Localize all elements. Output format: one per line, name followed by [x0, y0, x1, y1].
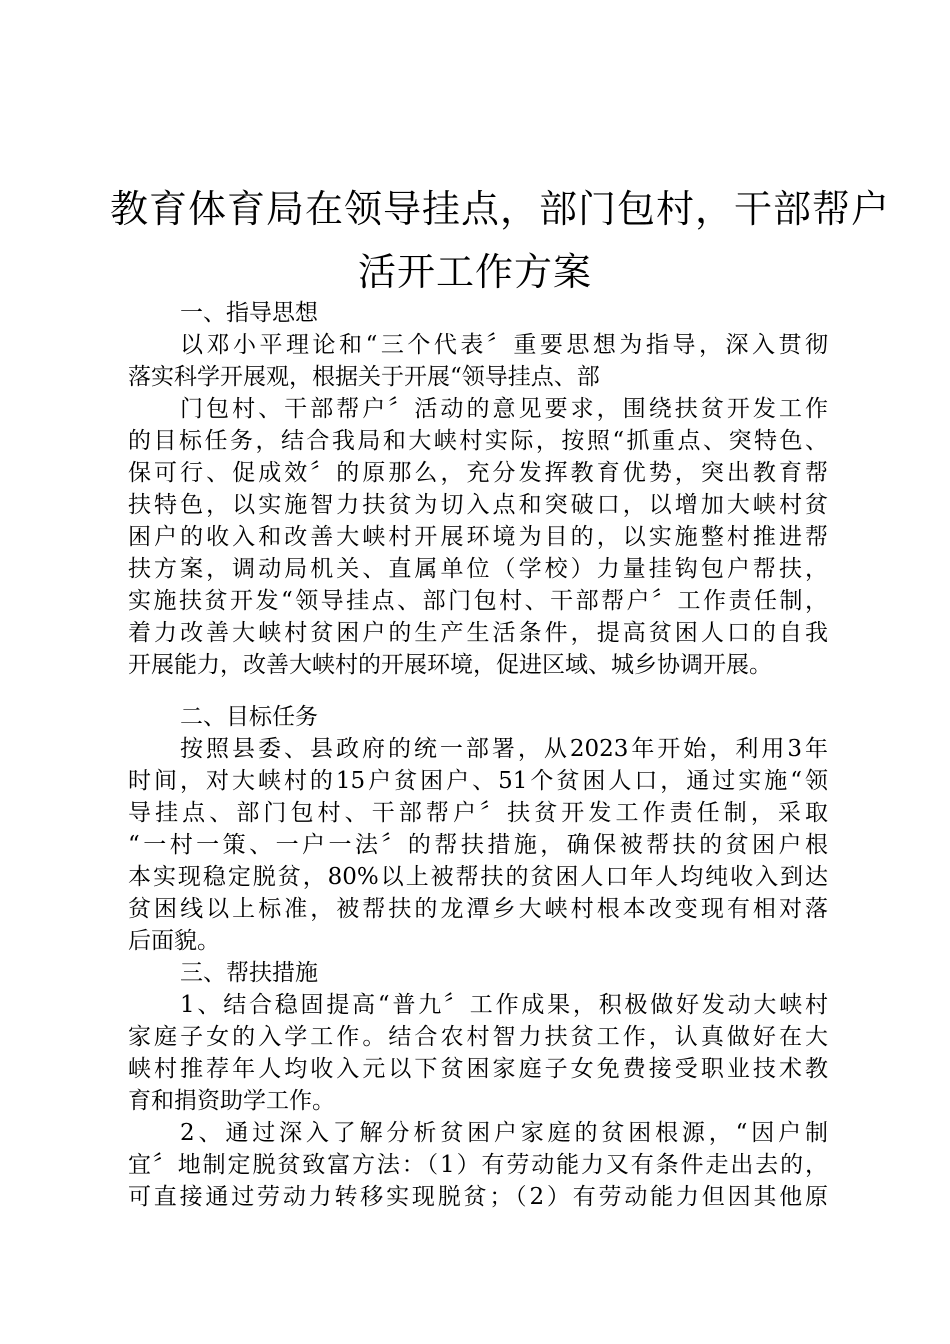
paragraph-line: 落实科学开展观，根据关于开展“领导挂点、部	[128, 364, 600, 390]
paragraph-line: 峡村推荐年人均收入元以下贫困家庭子女免费接受职业技术教	[128, 1056, 828, 1082]
paragraph-line: 以邓小平理论和“三个代表〞重要思想为指导，深入贯彻	[180, 332, 828, 358]
paragraph-line: 本实现稳定脱贫，80%以上被帮扶的贫困人口年人均纯收入到达	[128, 864, 828, 890]
document-title-line-1: 教育体育局在领导挂点，部门包村，干部帮户	[110, 187, 891, 231]
paragraph-line: 宜〞地制定脱贫致富方法：（1）有劳动能力又有条件走出去的，	[128, 1152, 828, 1178]
paragraph-line: 着力改善大峡村贫困户的生产生活条件，提高贫困人口的自我	[128, 620, 828, 646]
paragraph-line: 家庭子女的入学工作。结合农村智力扶贫工作，认真做好在大	[128, 1024, 828, 1050]
paragraph-line: 后面貌。	[128, 928, 220, 954]
paragraph-line: 贫困线以上标准，被帮扶的龙潭乡大峡村根本改变现有相对落	[128, 896, 828, 922]
paragraph-line: 育和捐资助学工作。	[128, 1088, 335, 1114]
paragraph-line: 的目标任务，结合我局和大峡村实际，按照“抓重点、突特色、	[128, 428, 828, 454]
paragraph-line: 2、通过深入了解分析贫困户家庭的贫困根源，“因户制	[180, 1120, 828, 1146]
paragraph-line: 门包村、干部帮户〞活动的意见要求，围绕扶贫开发工作	[180, 396, 828, 422]
paragraph-line: “一村一策、一户一法〞的帮扶措施，确保被帮扶的贫困户根	[128, 832, 828, 858]
paragraph-line: 扶特色，以实施智力扶贫为切入点和突破口，以增加大峡村贫	[128, 492, 828, 518]
paragraph-line: 困户的收入和改善大峡村开展环境为目的，以实施整村推进帮	[128, 524, 828, 550]
section-heading: 三、帮扶措施	[180, 960, 318, 986]
paragraph-line: 保可行、促成效〞的原那么，充分发挥教育优势，突出教育帮	[128, 460, 828, 486]
paragraph-line: 按照县委、县政府的统一部署，从2023年开始，利用3年	[180, 736, 828, 762]
document-body	[128, 297, 828, 1213]
paragraph-line: 可直接通过劳动力转移实现脱贫；（2）有劳动能力但因其他原	[128, 1184, 828, 1210]
document-title-line-2: 活开工作方案	[357, 250, 592, 294]
paragraph-line: 实施扶贫开发“领导挂点、部门包村、干部帮户〞工作责任制，	[128, 588, 828, 614]
paragraph-line: 1、结合稳固提高“普九〞工作成果，积极做好发动大峡村	[180, 992, 828, 1018]
paragraph-line: 开展能力，改善大峡村的开展环境，促进区域、城乡协调开展。	[128, 652, 772, 678]
paragraph-line: 导挂点、部门包村、干部帮户〞扶贫开发工作责任制，采取	[128, 800, 828, 826]
paragraph-line: 扶方案，调动局机关、直属单位（学校）力量挂钩包户帮扶，	[128, 556, 828, 582]
paragraph-line: 时间，对大峡村的15户贫困户、51个贫困人口，通过实施“领	[128, 768, 828, 794]
section-gap	[128, 681, 828, 701]
section-heading: 二、目标任务	[180, 704, 318, 730]
section-heading: 一、指导思想	[180, 300, 318, 326]
